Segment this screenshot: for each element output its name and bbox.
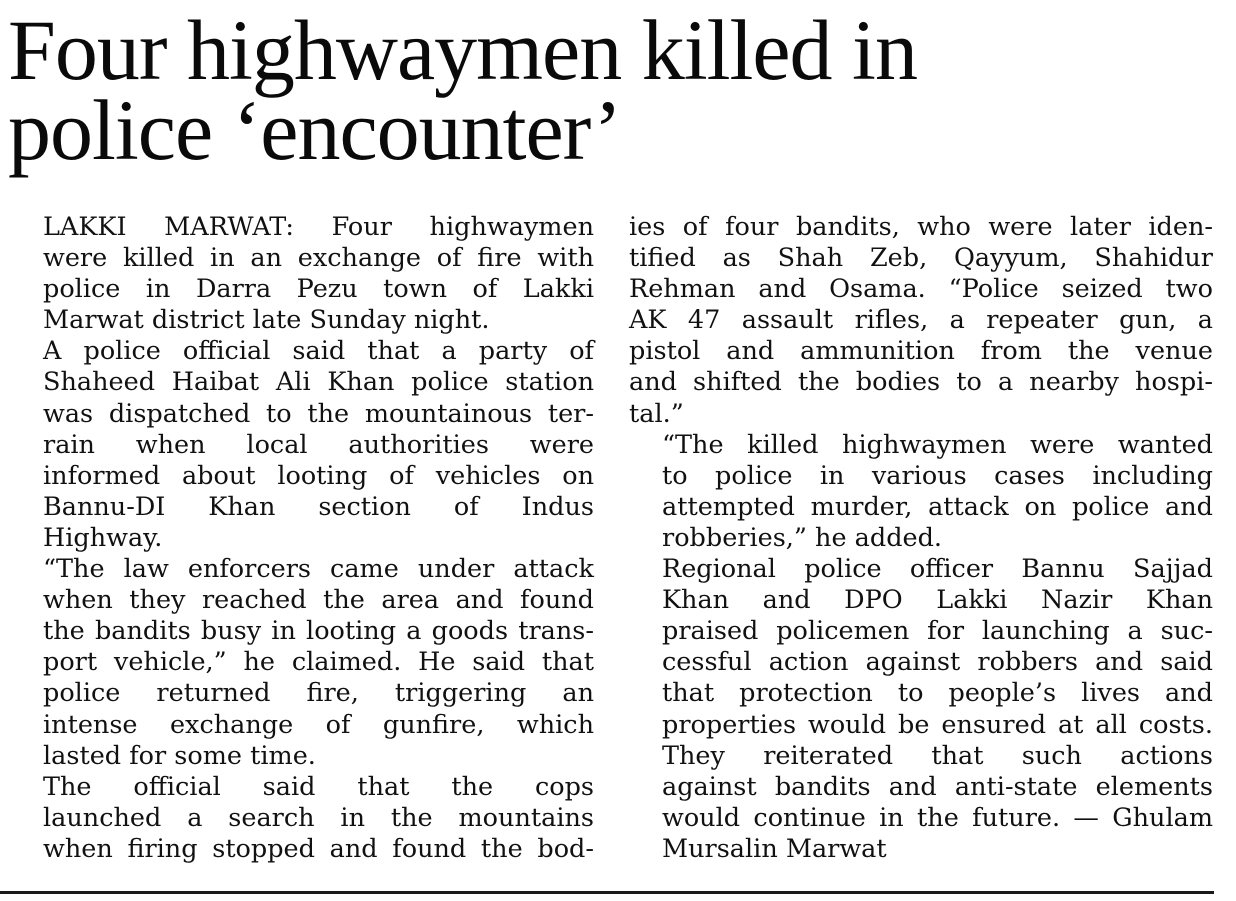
paragraph-official: [10, 336, 594, 554]
text-line: the bandits busy in looting a goods trans-: [43, 616, 594, 647]
text-line: LAKKI MARWAT: Four highwaymen: [43, 212, 594, 242]
text-line: ies of four bandits, who were later iden-: [629, 212, 1213, 242]
text-line: intense exchange of gunfire, which: [43, 709, 594, 740]
bottom-rule: [0, 891, 1214, 894]
text-line: Highway.: [43, 522, 163, 553]
text-line: were killed in an exchange of fire with: [43, 243, 594, 274]
text-line: lasted for some time.: [43, 740, 316, 771]
text-line: praised policemen for launching a suc-: [662, 616, 1213, 647]
text-line: against bandits and anti-state elements: [662, 771, 1213, 802]
text-line: police in Darra Pezu town of Lakki: [43, 274, 594, 305]
text-line: port vehicle,” he claimed. He said that: [43, 647, 594, 678]
text-line: Rehman and Osama. “Police seized two: [629, 274, 1213, 305]
text-line: to police in various cases including: [662, 460, 1213, 491]
paragraph-praise: [629, 554, 1213, 865]
text-line: when firing stopped and found the bod-: [43, 833, 594, 864]
text-line: tified as Shah Zeb, Qayyum, Shahidur: [629, 243, 1213, 274]
text-line: “The killed highwaymen were wanted: [662, 429, 1213, 460]
text-line: Mursalin Marwat: [662, 833, 887, 864]
paragraph-attack: [10, 554, 594, 772]
text-line: “The law enforcers came under attack: [43, 554, 594, 585]
paragraph-search-continued: [629, 212, 1213, 430]
headline-line-2: police ‘encounter’: [8, 82, 622, 178]
text-line: Bannu-DI Khan section of Indus: [43, 491, 594, 522]
headline: [8, 2, 1218, 178]
text-line: A police official said that a party of: [43, 336, 594, 367]
text-line: would continue in the future. — Ghulam: [662, 802, 1213, 833]
text-line: pistol and ammunition from the venue: [629, 336, 1213, 367]
text-line: and shifted the bodies to a nearby hospi-: [629, 367, 1213, 398]
paragraph-wanted: [629, 430, 1213, 554]
text-line: properties would be ensured at all costs.: [662, 709, 1213, 740]
headline-line-1: Four highwaymen killed in: [8, 2, 917, 98]
text-line: informed about looting of vehicles on: [43, 460, 594, 491]
text-line: AK 47 assault rifles, a repeater gun, a: [629, 305, 1213, 336]
text-line: The official said that the cops: [43, 771, 594, 802]
text-line: Marwat district late Sunday night.: [43, 305, 490, 336]
text-line: cessful action against robbers and said: [662, 647, 1213, 678]
text-line: robberies,” he added.: [662, 522, 943, 553]
article-column-right: [629, 212, 1213, 865]
text-line: launched a search in the mountains: [43, 802, 594, 833]
text-line: Shaheed Haibat Ali Khan police station: [43, 367, 594, 398]
text-line: that protection to people’s lives and: [662, 678, 1213, 709]
text-line: They reiterated that such actions: [662, 740, 1213, 771]
text-line: rain when local authorities were: [43, 429, 594, 460]
paragraph-search: [10, 772, 594, 865]
text-line: when they reached the area and found: [43, 585, 594, 616]
text-line: tal.”: [629, 398, 684, 429]
text-line: attempted murder, attack on police and: [662, 491, 1213, 522]
text-line: police returned fire, triggering an: [43, 678, 594, 709]
text-line: was dispatched to the mountainous ter-: [43, 398, 594, 429]
paragraph-dateline: [10, 212, 594, 336]
text-line: Regional police officer Bannu Sajjad: [662, 554, 1213, 585]
article-column-left: [10, 212, 594, 865]
text-line: Khan and DPO Lakki Nazir Khan: [662, 585, 1213, 616]
